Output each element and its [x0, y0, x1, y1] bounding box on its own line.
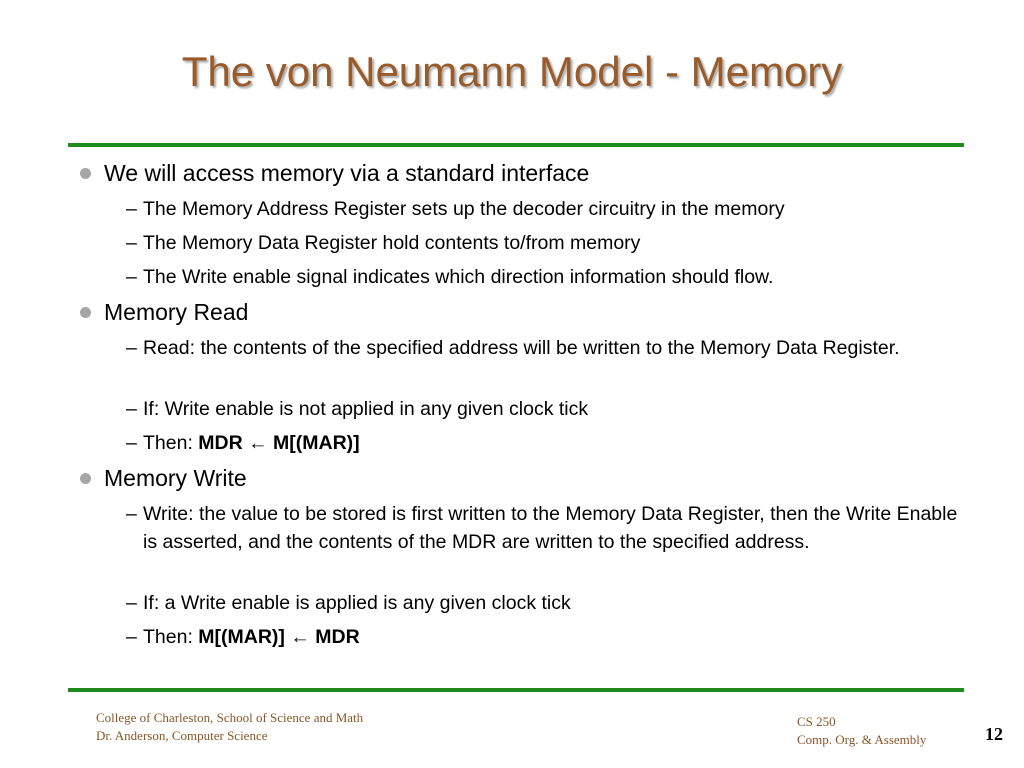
bullet-dot	[80, 473, 91, 484]
dash-marker: –	[126, 432, 137, 454]
sub-bullet-item	[126, 623, 971, 651]
footer-course	[797, 713, 926, 749]
sub-bullet-text: The Memory Address Register sets up the decoder circuitry in the memory	[143, 198, 785, 220]
dash-marker: –	[126, 592, 137, 614]
sub-bullet-text: Read: the contents of the specified address will be written to the Memory Data Register.	[143, 337, 900, 359]
sub-bullet-text: If: Write enable is not applied in any given clock tick	[143, 398, 589, 420]
page-number: 12	[985, 724, 1003, 744]
bottom-divider	[68, 688, 964, 692]
sub-bullet-text	[126, 623, 971, 651]
sub-bullet-item	[126, 195, 971, 223]
dash-marker: –	[126, 337, 137, 359]
then-label: Then:	[143, 432, 199, 454]
bullet-dot	[80, 307, 91, 318]
sub-bullet-text: The Write enable signal indicates which direction information should flow.	[143, 266, 774, 288]
dash-marker: –	[126, 198, 137, 220]
footer-instructor: Dr. Anderson, Computer Science	[96, 728, 268, 743]
sub-bullet-item	[126, 334, 971, 362]
slide-title: The von Neumann Model - Memory	[181, 48, 843, 95]
bullet-item: Memory Read	[104, 299, 249, 325]
footer-institution	[96, 709, 363, 745]
then-label: Then:	[143, 626, 199, 648]
read-transfer-expression: MDR ← M[(MAR)]	[198, 432, 360, 454]
sub-bullet-text: The Memory Data Register hold contents to/from memory	[143, 232, 641, 254]
bullet-item: We will access memory via a standard interface	[104, 160, 590, 186]
sub-bullet-item	[126, 500, 971, 556]
bullet-dot	[80, 168, 91, 179]
sub-bullet-item	[126, 263, 971, 291]
sub-bullet-text: Write: the value to be stored is first written to the Memory Data Register, then the Write Enable is asserted, and the contents of the MDR are written to the specified address.	[143, 503, 958, 553]
footer-school: College of Charleston, School of Science and Math	[96, 710, 364, 725]
sub-bullet-text: If: a Write enable is applied is any given clock tick	[143, 592, 571, 614]
dash-marker: –	[126, 626, 137, 648]
dash-marker: –	[126, 503, 137, 525]
sub-bullet-item	[126, 429, 971, 457]
sub-bullet-item	[126, 395, 971, 423]
dash-marker: –	[126, 232, 137, 254]
sub-bullet-item	[126, 229, 971, 257]
sub-bullet-item	[126, 589, 971, 617]
dash-marker: –	[126, 398, 137, 420]
footer-course-name: Comp. Org. & Assembly	[797, 732, 927, 747]
footer-course-code: CS 250	[797, 714, 836, 729]
bullet-item: Memory Write	[104, 465, 247, 491]
write-transfer-expression: M[(MAR)] ← MDR	[198, 626, 360, 648]
sub-bullet-text	[126, 429, 971, 457]
dash-marker: –	[126, 266, 137, 288]
